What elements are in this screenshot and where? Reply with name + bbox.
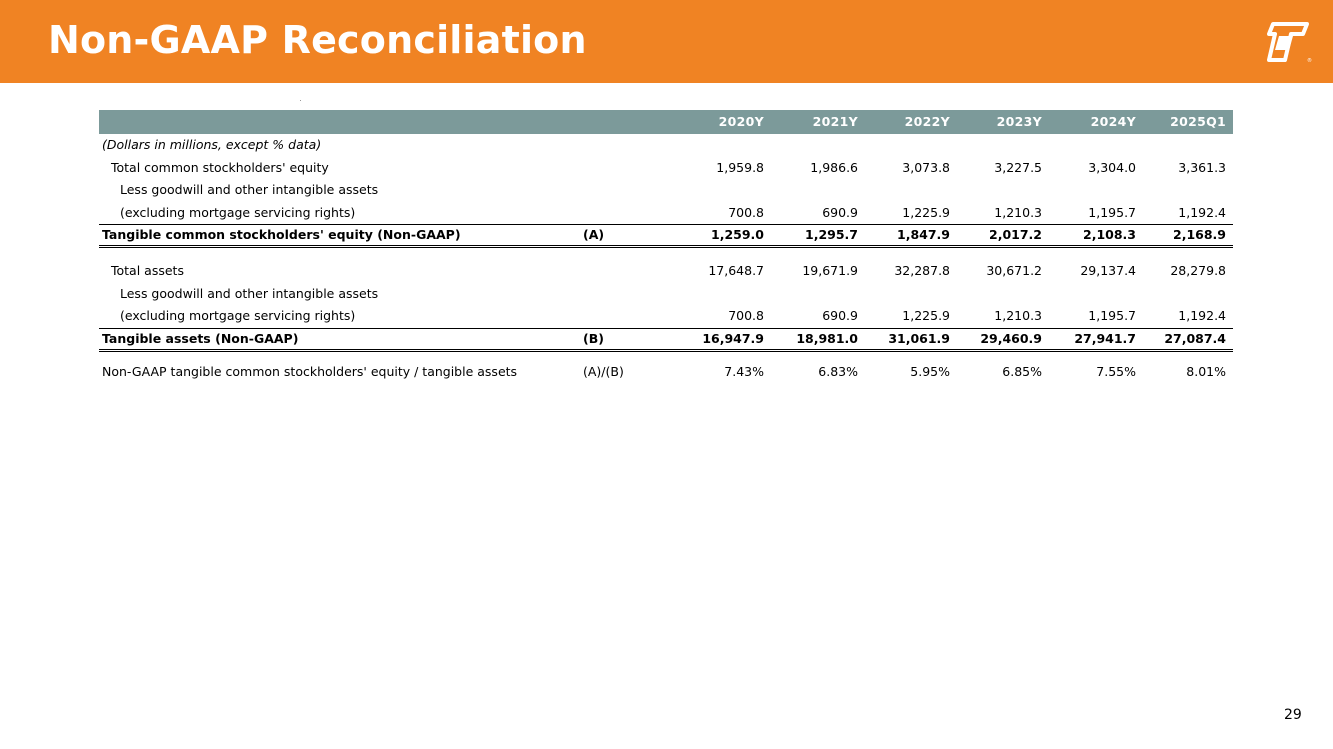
svg-text:®: ® xyxy=(1307,58,1312,64)
units-note: (Dollars in millions, except % data) xyxy=(102,137,322,152)
cell-value: 29,137.4 xyxy=(1080,263,1136,278)
cell-value: 1,847.9 xyxy=(897,227,950,242)
cell-value: 31,061.9 xyxy=(888,330,950,346)
table-header-row xyxy=(99,110,1233,134)
row-label: Total assets xyxy=(111,263,184,278)
total-row xyxy=(99,328,1233,352)
ratio-row xyxy=(99,361,1233,384)
cell-value: 18,981.0 xyxy=(796,330,858,346)
cell-value: 3,304.0 xyxy=(1088,159,1136,175)
row-label: Non-GAAP tangible common stockholders' equity / tangible assets xyxy=(102,363,518,379)
cell-value: 1,225.9 xyxy=(902,308,950,323)
table-row xyxy=(99,179,1233,202)
cell-value: 700.8 xyxy=(728,204,764,220)
row-label: Tangible assets (Non-GAAP) xyxy=(102,330,299,346)
company-logo-icon xyxy=(1263,20,1313,65)
cell-value: 1,195.7 xyxy=(1088,308,1136,323)
cell-value: 17,648.7 xyxy=(708,263,764,278)
table-row xyxy=(99,260,1233,283)
cell-value: 2,108.3 xyxy=(1083,227,1136,242)
cell-value: 1,195.7 xyxy=(1088,204,1136,220)
cell-value: 16,947.9 xyxy=(702,330,764,346)
cell-value: 3,073.8 xyxy=(902,159,950,175)
column-header: 2024Y xyxy=(1090,114,1136,129)
row-spacer xyxy=(99,352,1233,361)
cell-value: 1,192.4 xyxy=(1178,308,1226,323)
row-label: Less goodwill and other intangible assets xyxy=(120,182,379,197)
cell-value: 5.95% xyxy=(910,363,950,379)
cell-value: 27,941.7 xyxy=(1074,330,1136,346)
cell-value: 7.43% xyxy=(724,363,764,379)
row-label: (excluding mortgage servicing rights) xyxy=(120,204,356,220)
cell-value: 29,460.9 xyxy=(980,330,1042,346)
row-reference: (A)/(B) xyxy=(583,363,624,379)
cell-value: 1,295.7 xyxy=(805,227,858,242)
cell-value: 6.85% xyxy=(1002,363,1042,379)
cell-value: 19,671.9 xyxy=(802,263,858,278)
cell-value: 2,017.2 xyxy=(989,227,1042,242)
cell-value: 1,210.3 xyxy=(994,308,1042,323)
cell-value: 700.8 xyxy=(728,308,764,323)
row-spacer xyxy=(99,248,1233,260)
cell-value: 6.83% xyxy=(818,363,858,379)
column-header: 2021Y xyxy=(812,114,858,129)
row-label: Total common stockholders' equity xyxy=(111,159,329,175)
cell-value: 3,227.5 xyxy=(994,159,1042,175)
cell-value: 8.01% xyxy=(1186,363,1226,379)
table-row xyxy=(99,157,1233,180)
cell-value: 32,287.8 xyxy=(894,263,950,278)
cell-value: 1,192.4 xyxy=(1178,204,1226,220)
cell-value: 1,959.8 xyxy=(716,159,764,175)
row-label: Tangible common stockholders' equity (Non-GAAP) xyxy=(102,227,461,242)
cell-value: 7.55% xyxy=(1096,363,1136,379)
total-row xyxy=(99,224,1233,248)
page-title: Non-GAAP Reconciliation xyxy=(48,18,587,62)
row-label: Less goodwill and other intangible assets xyxy=(120,285,379,301)
column-header: 2020Y xyxy=(718,114,764,129)
cell-value: 28,279.8 xyxy=(1170,263,1226,278)
row-reference: (A) xyxy=(583,227,605,242)
cell-value: 690.9 xyxy=(822,204,858,220)
cell-value: 1,225.9 xyxy=(902,204,950,220)
column-header: 2022Y xyxy=(904,114,950,129)
cell-value: 1,259.0 xyxy=(711,227,764,242)
header-bar xyxy=(0,0,1333,83)
table-row xyxy=(99,283,1233,306)
cell-value: 1,210.3 xyxy=(994,204,1042,220)
decorative-dot xyxy=(300,100,301,101)
table-row xyxy=(99,202,1233,225)
cell-value: 30,671.2 xyxy=(986,263,1042,278)
row-reference: (B) xyxy=(583,330,604,346)
column-header: 2025Q1 xyxy=(1170,114,1226,129)
table-row xyxy=(99,305,1233,328)
cell-value: 3,361.3 xyxy=(1178,159,1226,175)
column-header: 2023Y xyxy=(996,114,1042,129)
page-number: 29 xyxy=(1284,707,1302,723)
reconciliation-table xyxy=(99,110,1233,383)
cell-value: 1,986.6 xyxy=(810,159,858,175)
cell-value: 2,168.9 xyxy=(1173,227,1226,242)
units-note-row xyxy=(99,134,1233,157)
cell-value: 690.9 xyxy=(822,308,858,323)
cell-value: 27,087.4 xyxy=(1164,330,1226,346)
row-label: (excluding mortgage servicing rights) xyxy=(120,308,356,323)
